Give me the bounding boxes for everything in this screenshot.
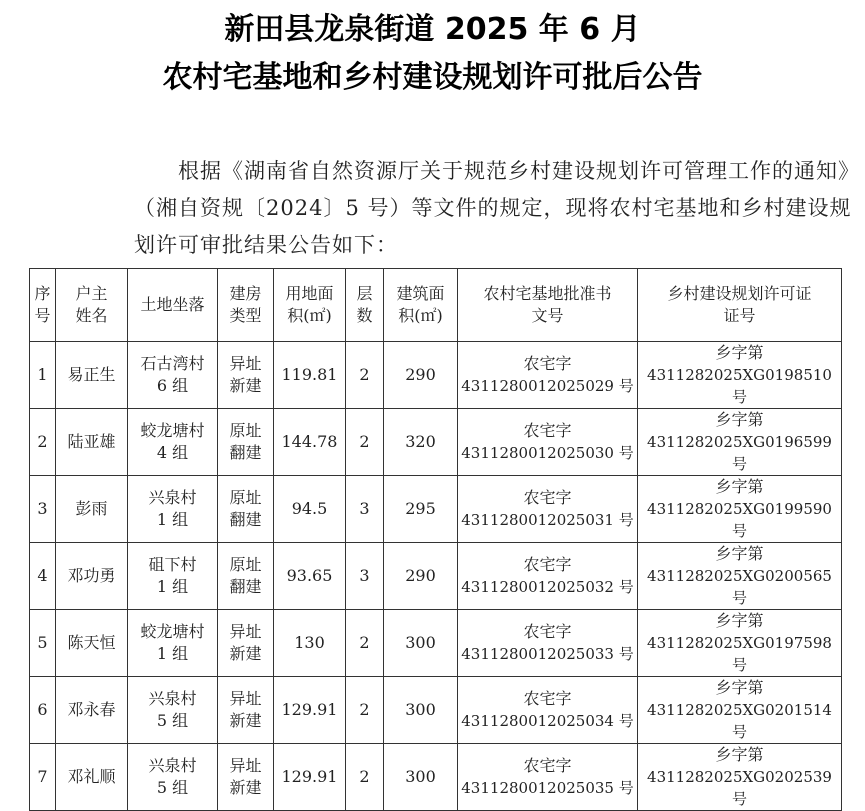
cell-type (218, 610, 274, 677)
cell-build-area: 290 (384, 342, 458, 409)
cell-type-site: 异址 (229, 622, 262, 641)
header-homestead-doc: 农村宅基地批准书文号 (458, 269, 638, 342)
table-row (30, 610, 842, 677)
cell-land-area: 130 (274, 610, 346, 677)
cell-type (218, 342, 274, 409)
cell-location-village: 蛟龙塘村 (140, 421, 205, 440)
cell-floors: 2 (346, 677, 384, 744)
table-row (30, 677, 842, 744)
header-type: 建房类型 (218, 269, 274, 342)
cell-location-village: 砠下村 (148, 555, 197, 574)
table-row (30, 744, 842, 811)
cell-build-area: 300 (384, 610, 458, 677)
header-location: 土地坐落 (128, 269, 218, 342)
cell-no: 1 (30, 342, 56, 409)
cell-homestead-doc-number: 4311280012025029 号 (461, 377, 634, 395)
header-permit-no: 乡村建设规划许可证证号 (638, 269, 842, 342)
cell-permit-no (638, 543, 842, 610)
cell-permit-number: 4311282025XG0202539 号 (647, 768, 832, 808)
announcement-title-line1: 新田县龙泉街道 2025 年 6 月 (224, 12, 641, 47)
cell-homestead-doc (458, 677, 638, 744)
cell-location (128, 543, 218, 610)
cell-homestead-doc-prefix: 农宅字 (523, 622, 572, 641)
cell-location-group: 1 组 (156, 644, 189, 663)
cell-homestead-doc (458, 476, 638, 543)
table-header-row (30, 269, 842, 342)
cell-location-village: 兴泉村 (148, 689, 197, 708)
cell-permit-number: 4311282025XG0198510 号 (647, 366, 832, 406)
cell-permit-no (638, 677, 842, 744)
cell-land-area: 94.5 (274, 476, 346, 543)
cell-homestead-doc (458, 610, 638, 677)
cell-type (218, 409, 274, 476)
announcement-title-line2: 农村宅基地和乡村建设规划许可批后公告 (162, 60, 703, 95)
cell-location-group: 5 组 (156, 711, 189, 730)
cell-location (128, 409, 218, 476)
cell-homestead-doc (458, 543, 638, 610)
cell-homestead-doc-number: 4311280012025034 号 (461, 712, 634, 730)
intro-paragraph: 根据《湖南省自然资源厅关于规范乡村建设规划许可管理工作的通知》（湘自资规〔2024〕5 号）等文件的规定，现将农村宅基地和乡村建设规划许可审批结果公告如下： (134, 159, 852, 257)
cell-no: 2 (30, 409, 56, 476)
cell-type-site: 异址 (229, 354, 262, 373)
cell-location-group: 6 组 (156, 376, 189, 395)
cell-permit-no (638, 342, 842, 409)
cell-land-area: 144.78 (274, 409, 346, 476)
header-owner: 户主姓名 (56, 269, 128, 342)
cell-floors: 3 (346, 476, 384, 543)
cell-location (128, 610, 218, 677)
header-build-area: 建筑面积(㎡) (384, 269, 458, 342)
cell-location-village: 石古湾村 (140, 354, 205, 373)
cell-location (128, 744, 218, 811)
cell-location-group: 4 组 (156, 443, 189, 462)
cell-no: 6 (30, 677, 56, 744)
cell-permit-number: 4311282025XG0200565 号 (647, 567, 832, 607)
approval-table (29, 268, 842, 811)
cell-type-kind: 翻建 (229, 510, 262, 529)
cell-type (218, 744, 274, 811)
cell-homestead-doc-number: 4311280012025033 号 (461, 645, 634, 663)
table-row (30, 342, 842, 409)
cell-land-area: 129.91 (274, 677, 346, 744)
cell-permit-prefix: 乡字第 (715, 745, 764, 764)
cell-no: 5 (30, 610, 56, 677)
cell-homestead-doc-number: 4311280012025035 号 (461, 779, 634, 797)
cell-homestead-doc-number: 4311280012025030 号 (461, 444, 634, 462)
cell-homestead-doc-prefix: 农宅字 (523, 756, 572, 775)
cell-land-area: 129.91 (274, 744, 346, 811)
cell-owner: 陈天恒 (56, 610, 128, 677)
cell-type-site: 原址 (229, 488, 262, 507)
cell-permit-prefix: 乡字第 (715, 544, 764, 563)
cell-no: 7 (30, 744, 56, 811)
cell-land-area: 119.81 (274, 342, 346, 409)
cell-no: 3 (30, 476, 56, 543)
cell-owner: 彭雨 (56, 476, 128, 543)
cell-permit-number: 4311282025XG0196599 号 (647, 433, 832, 473)
cell-build-area: 300 (384, 677, 458, 744)
cell-permit-prefix: 乡字第 (715, 678, 764, 697)
cell-build-area: 290 (384, 543, 458, 610)
cell-owner: 陆亚雄 (56, 409, 128, 476)
header-land-area: 用地面积(㎡) (274, 269, 346, 342)
cell-land-area: 93.65 (274, 543, 346, 610)
cell-permit-prefix: 乡字第 (715, 343, 764, 362)
cell-location-group: 5 组 (156, 778, 189, 797)
table-row (30, 543, 842, 610)
cell-homestead-doc-number: 4311280012025032 号 (461, 578, 634, 596)
table-row (30, 409, 842, 476)
cell-permit-no (638, 610, 842, 677)
cell-permit-prefix: 乡字第 (715, 611, 764, 630)
cell-floors: 2 (346, 342, 384, 409)
cell-permit-no (638, 476, 842, 543)
cell-homestead-doc-number: 4311280012025031 号 (461, 511, 634, 529)
cell-location (128, 342, 218, 409)
cell-homestead-doc-prefix: 农宅字 (523, 555, 572, 574)
cell-permit-prefix: 乡字第 (715, 477, 764, 496)
cell-permit-number: 4311282025XG0197598 号 (647, 634, 832, 674)
cell-location-village: 兴泉村 (148, 488, 197, 507)
cell-location-group: 1 组 (156, 510, 189, 529)
cell-owner: 邓功勇 (56, 543, 128, 610)
cell-floors: 2 (346, 744, 384, 811)
header-no: 序号 (30, 269, 56, 342)
cell-type (218, 543, 274, 610)
cell-floors: 2 (346, 409, 384, 476)
cell-type-kind: 新建 (229, 644, 262, 663)
cell-type-kind: 新建 (229, 778, 262, 797)
cell-homestead-doc (458, 744, 638, 811)
cell-type (218, 476, 274, 543)
cell-location-village: 兴泉村 (148, 756, 197, 775)
cell-location-group: 1 组 (156, 577, 189, 596)
cell-owner: 易正生 (56, 342, 128, 409)
cell-homestead-doc-prefix: 农宅字 (523, 689, 572, 708)
cell-location (128, 476, 218, 543)
header-floors: 层数 (346, 269, 384, 342)
cell-permit-no (638, 409, 842, 476)
cell-permit-no (638, 744, 842, 811)
cell-homestead-doc-prefix: 农宅字 (523, 354, 572, 373)
cell-permit-number: 4311282025XG0201514 号 (647, 701, 832, 741)
cell-homestead-doc-prefix: 农宅字 (523, 488, 572, 507)
cell-type-kind: 翻建 (229, 577, 262, 596)
cell-floors: 2 (346, 610, 384, 677)
cell-location (128, 677, 218, 744)
cell-owner: 邓礼顺 (56, 744, 128, 811)
cell-type-kind: 翻建 (229, 443, 262, 462)
cell-build-area: 320 (384, 409, 458, 476)
cell-homestead-doc-prefix: 农宅字 (523, 421, 572, 440)
cell-build-area: 295 (384, 476, 458, 543)
cell-homestead-doc (458, 409, 638, 476)
cell-type (218, 677, 274, 744)
cell-type-kind: 新建 (229, 711, 262, 730)
cell-type-kind: 新建 (229, 376, 262, 395)
cell-owner: 邓永春 (56, 677, 128, 744)
cell-type-site: 原址 (229, 555, 262, 574)
cell-build-area: 300 (384, 744, 458, 811)
cell-permit-prefix: 乡字第 (715, 410, 764, 429)
cell-type-site: 异址 (229, 689, 262, 708)
cell-location-village: 蛟龙塘村 (140, 622, 205, 641)
cell-no: 4 (30, 543, 56, 610)
cell-type-site: 异址 (229, 756, 262, 775)
cell-permit-number: 4311282025XG0199590 号 (647, 500, 832, 540)
table-row (30, 476, 842, 543)
cell-floors: 3 (346, 543, 384, 610)
cell-homestead-doc (458, 342, 638, 409)
cell-type-site: 原址 (229, 421, 262, 440)
